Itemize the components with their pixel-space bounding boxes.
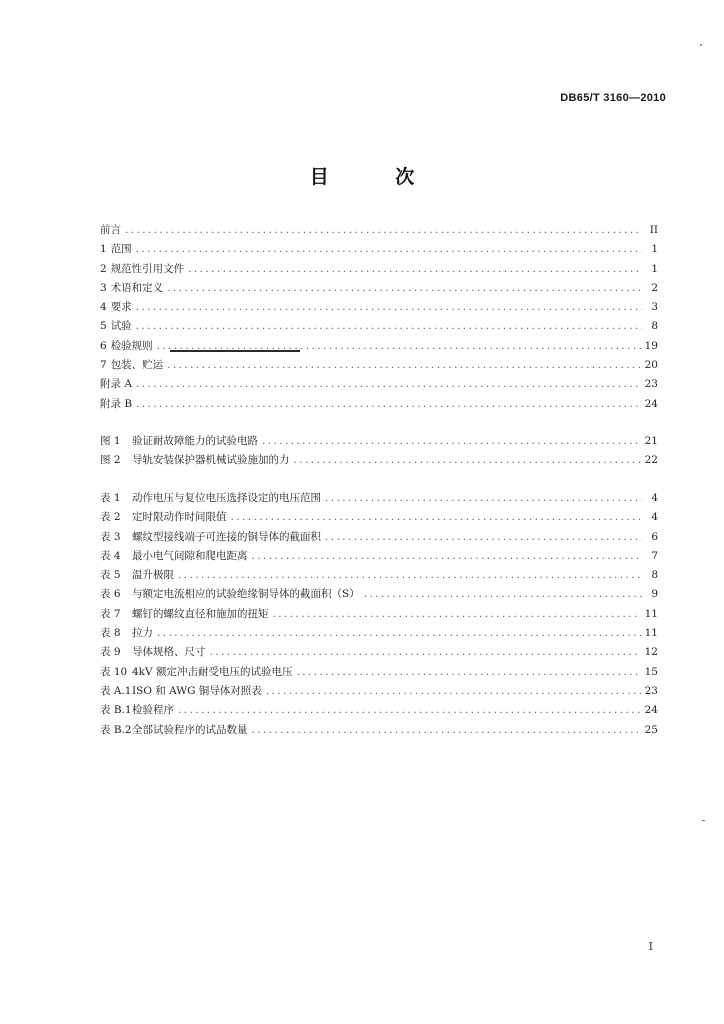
toc-entry-number: 表 2 — [100, 511, 121, 524]
toc-dot-leader — [136, 240, 642, 259]
toc-dot-leader — [136, 317, 642, 336]
toc-entry-number: 表 B.1 — [100, 704, 132, 717]
toc-entry[interactable] — [100, 643, 658, 662]
toc-dot-leader — [157, 624, 641, 643]
toc-entry-number: 1 — [100, 243, 107, 256]
toc-entry-number: 图 2 — [100, 454, 121, 467]
toc-dot-leader — [157, 337, 641, 356]
toc-entry-page: 22 — [644, 454, 658, 467]
toc-entry[interactable] — [100, 375, 658, 394]
toc-entry-number: 表 1 — [100, 492, 121, 504]
toc-entry-page: 8 — [651, 569, 658, 582]
toc-entry-page: 11 — [644, 627, 658, 640]
toc-entry-title: 验证耐故障能力的试验电路 — [132, 435, 258, 447]
toc-entry-title: 动作电压与复位电压选择设定的电压范围 — [132, 492, 321, 504]
toc-entry[interactable] — [100, 682, 658, 701]
toc-entry-title: 全部试验程序的试品数量 — [132, 723, 248, 736]
scan-speck — [702, 820, 705, 821]
toc-dot-leader — [294, 451, 641, 470]
toc-entry-number: 2 — [100, 262, 107, 275]
toc-entry[interactable] — [100, 624, 658, 643]
toc-entry[interactable] — [100, 721, 658, 740]
toc-entry-number: 图 1 — [100, 435, 121, 447]
toc-entry[interactable] — [100, 240, 658, 259]
toc-entry-title: 温升极限 — [132, 569, 174, 582]
toc-dot-leader — [325, 489, 642, 508]
toc-entry-title: ISO 和 AWG 铜导体对照表 — [132, 684, 262, 697]
toc-entry-page: 4 — [651, 511, 658, 524]
toc-entry-number: 6 — [100, 339, 107, 352]
toc-dot-leader — [188, 260, 642, 279]
toc-entry-title: 4kV 额定冲击耐受电压的试验电压 — [132, 665, 293, 678]
handwritten-strike-mark — [170, 350, 300, 352]
toc-entry-page: 9 — [651, 588, 658, 601]
toc-entry-number: 表 10 — [100, 665, 128, 678]
toc-dot-leader — [136, 395, 641, 414]
toc-entry-title: 检验规则 — [110, 339, 153, 352]
toc-entry-page: 8 — [651, 320, 658, 333]
toc-entry[interactable] — [100, 337, 658, 356]
toc-entry[interactable] — [100, 508, 658, 527]
toc-dot-leader — [262, 432, 641, 451]
toc-entry-page: 23 — [644, 378, 658, 391]
toc-dot-leader — [273, 605, 641, 624]
toc-dot-leader — [231, 508, 643, 527]
toc-entry[interactable] — [100, 489, 658, 508]
toc-entry-number: 表 6 — [100, 588, 121, 601]
toc-dot-leader — [252, 721, 641, 740]
toc-entry-page: 15 — [644, 665, 658, 678]
toc-entry-title: 定时限动作时间限值 — [132, 511, 227, 524]
toc-entry-page: 7 — [651, 549, 658, 562]
toc-dot-leader — [325, 528, 642, 547]
toc-dot-leader — [252, 547, 643, 566]
toc-entry-title: 前言 — [100, 224, 121, 236]
toc-entry-title: 包装、贮运 — [110, 359, 164, 372]
toc-figures — [100, 432, 658, 471]
toc-entry[interactable] — [100, 701, 658, 720]
toc-entry-number: 3 — [100, 281, 107, 294]
toc-entry[interactable] — [100, 566, 658, 585]
toc-dot-leader — [167, 279, 642, 298]
toc-entry-page: 3 — [651, 301, 658, 314]
toc-entry[interactable] — [100, 260, 658, 279]
toc-entry-number: 4 — [100, 301, 107, 314]
toc-dot-leader — [125, 221, 642, 240]
toc-entry-page: 1 — [651, 262, 658, 275]
toc-entry[interactable] — [100, 298, 658, 317]
toc-entry-number: 表 5 — [100, 569, 121, 582]
toc-entry[interactable] — [100, 585, 658, 604]
toc-entry-page: 4 — [651, 492, 658, 504]
toc-entry-page: 6 — [651, 530, 658, 543]
toc-entry-page: 1 — [651, 243, 658, 256]
toc-entry-number: 表 B.2 — [100, 723, 132, 736]
toc-entry[interactable] — [100, 451, 658, 470]
toc-entry-title: 螺纹型接线端子可连接的铜导体的截面积 — [132, 530, 321, 543]
toc-entry-title: 规范性引用文件 — [110, 262, 185, 275]
toc-entry[interactable] — [100, 663, 658, 682]
toc-dot-leader — [167, 356, 640, 375]
toc-entry[interactable] — [100, 395, 658, 414]
toc-entry-title: 术语和定义 — [110, 281, 164, 294]
toc-entry-title: 要求 — [110, 301, 132, 314]
toc-entry-page: 11 — [644, 607, 658, 620]
toc-entry-title: 螺钉的螺纹直径和施加的扭矩 — [132, 607, 269, 620]
toc-entry-title: 导体规格、尺寸 — [132, 646, 206, 659]
toc-entry-title: 范围 — [110, 243, 132, 256]
toc-entry-number: 7 — [100, 359, 107, 372]
toc-entry-number: 5 — [100, 320, 107, 333]
toc-entry-page: 24 — [644, 704, 658, 717]
toc-tables — [100, 489, 658, 740]
toc-entry[interactable] — [100, 356, 658, 375]
toc-dot-leader — [136, 298, 642, 317]
toc-entry[interactable] — [100, 432, 658, 451]
toc-entry-page: 23 — [644, 684, 658, 697]
toc-dot-leader — [296, 663, 640, 682]
page-number: I — [648, 940, 653, 953]
toc-entry-page: 25 — [644, 723, 658, 736]
toc-entry[interactable] — [100, 317, 658, 336]
document-code: DB65/T 3160—2010 — [560, 92, 666, 104]
toc-entry[interactable] — [100, 528, 658, 547]
toc-entry[interactable] — [100, 221, 658, 240]
toc-dot-leader — [210, 643, 641, 662]
toc-entry[interactable] — [100, 605, 658, 624]
toc-entry-page: 2 — [651, 281, 658, 294]
toc-entry-number: 表 8 — [100, 627, 121, 640]
toc-entry-page: 24 — [644, 397, 658, 410]
toc-entry-page: II — [649, 224, 658, 236]
toc-entry-number: 表 A.1 — [100, 684, 132, 697]
toc-dot-leader — [266, 682, 641, 701]
toc-entry-title: 最小电气间隙和爬电距离 — [132, 549, 248, 562]
toc-chapters — [100, 221, 658, 414]
toc-entry-number: 表 3 — [100, 530, 121, 543]
toc-entry-number: 附录 B — [100, 397, 133, 410]
toc-entry-number: 附录 A — [100, 378, 132, 391]
toc-dot-leader — [178, 566, 642, 585]
toc-entry-number: 表 9 — [100, 646, 121, 659]
toc-entry[interactable] — [100, 279, 658, 298]
toc-dot-leader — [136, 375, 641, 394]
toc-entry-title: 拉力 — [132, 627, 153, 640]
toc-dot-leader — [178, 701, 641, 720]
scan-speck — [700, 44, 702, 46]
toc-entry-number: 表 7 — [100, 607, 121, 620]
toc-entry-page: 21 — [644, 435, 658, 447]
toc-entry-page: 19 — [644, 339, 658, 352]
toc-entry[interactable] — [100, 547, 658, 566]
toc-entry-title: 导轨安装保护器机械试验施加的力 — [132, 454, 290, 467]
toc-entry-page: 12 — [644, 646, 658, 659]
toc-entry-page: 20 — [644, 359, 658, 372]
toc-dot-leader — [364, 585, 642, 604]
toc-entry-number: 表 4 — [100, 549, 121, 562]
toc-entry-title: 检验程序 — [132, 704, 174, 717]
toc-entry-title: 与额定电流相应的试验绝缘铜导体的截面积（S） — [132, 588, 360, 601]
toc-entry-title: 试验 — [110, 320, 132, 333]
page-title: 目 次 — [309, 166, 445, 188]
